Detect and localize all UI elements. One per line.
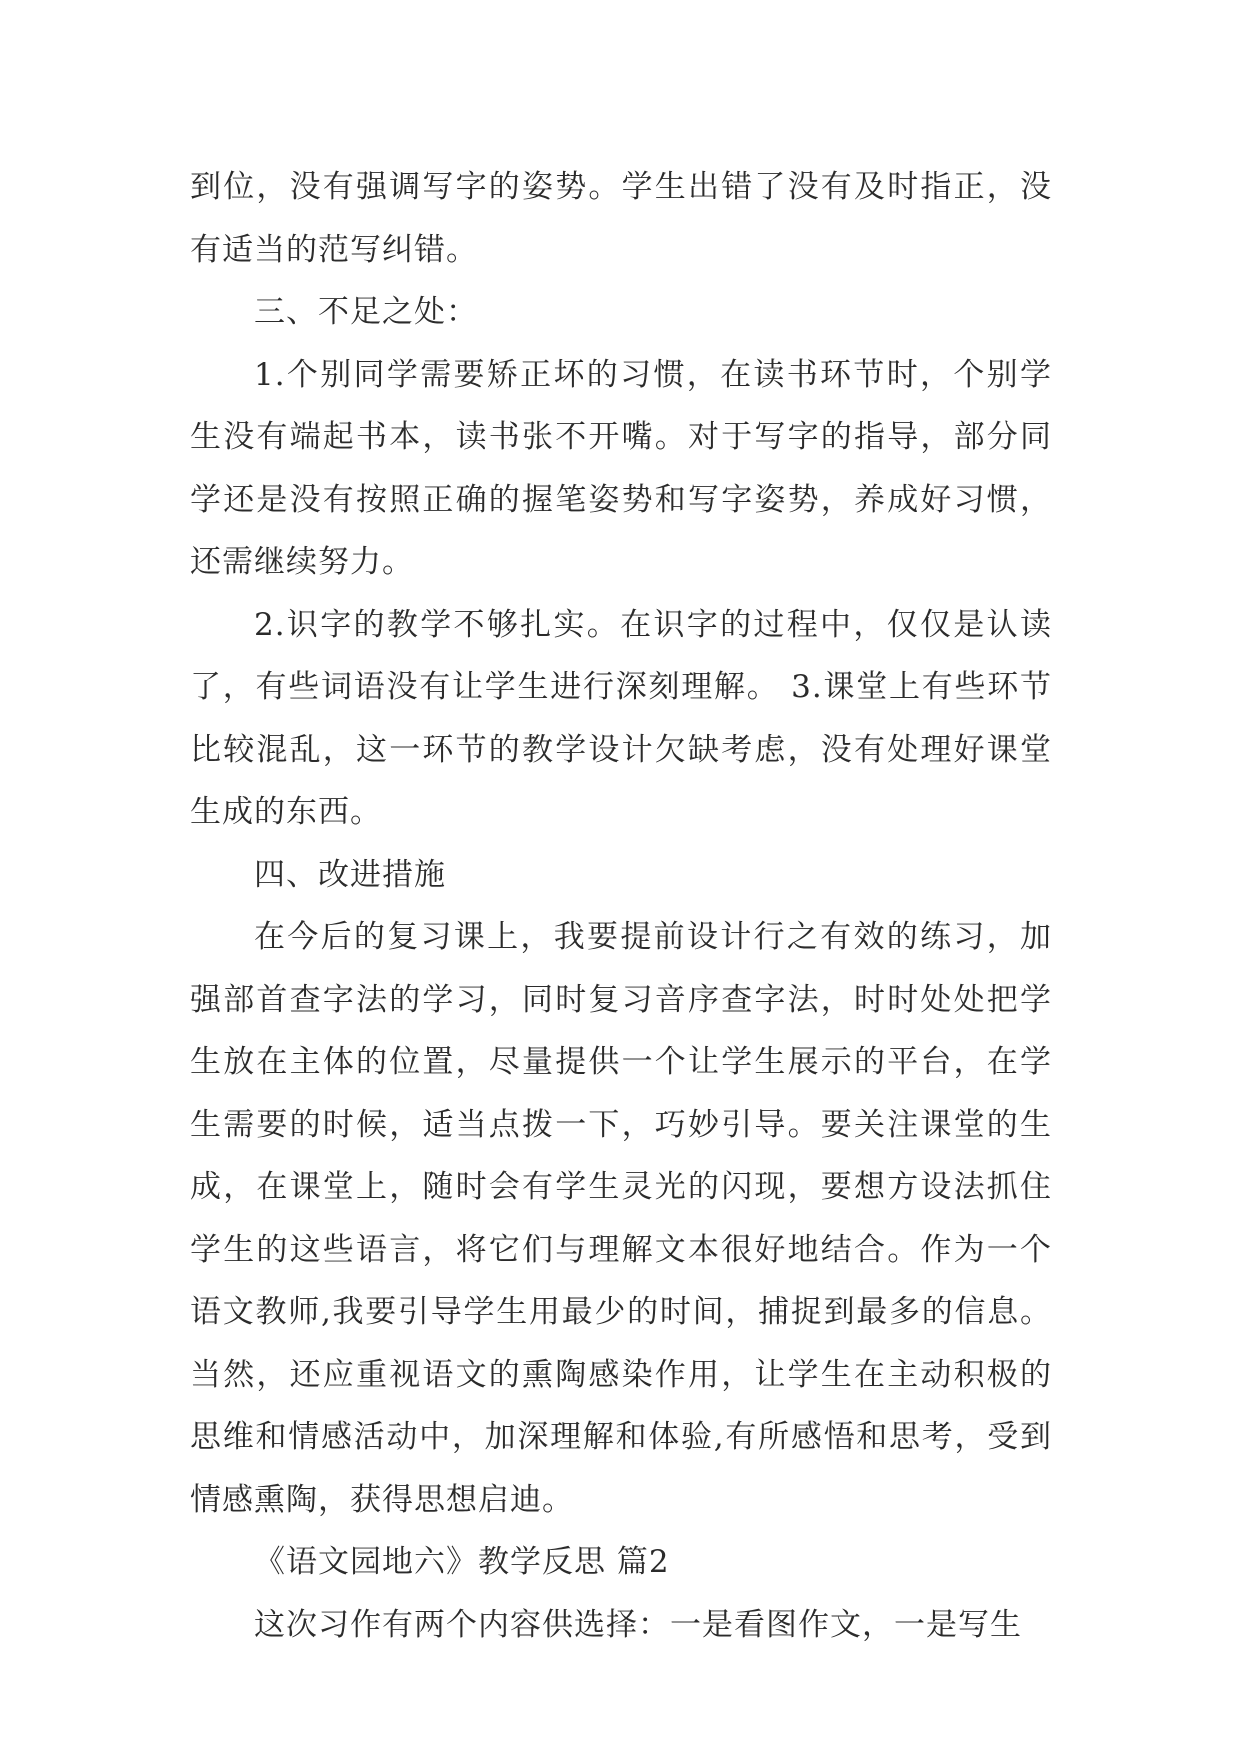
paragraph-point-1: 1.个别同学需要矫正坏的习惯，在读书环节时，个别学生没有端起书本，读书张不开嘴。对于写字的指导，部分同学还是没有按照正确的握笔姿势和写字姿势，养成好习惯，还需继续努力。: [190, 356, 1052, 580]
section-heading-improvements: 四、改进措施: [254, 856, 446, 893]
paragraph-continuation: 到位，没有强调写字的姿势。学生出错了没有及时指正，没有适当的范写纠错。: [190, 169, 1052, 268]
body-text: [190, 156, 1052, 1656]
paragraph-part-2-intro: 这次习作有两个内容供选择：一是看图作文，一是写生: [254, 1606, 1022, 1643]
paragraph-point-2-3: 2.识字的教学不够扎实。在识字的过程中，仅仅是认读了，有些词语没有让学生进行深刻理解。 3.课堂上有些环节比较混乱，这一环节的教学设计欠缺考虑，没有处理好课堂生成的东西。: [190, 606, 1052, 830]
paragraph-improvements: 在今后的复习课上，我要提前设计行之有效的练习，加强部首查字法的学习，同时复习音序查字法，时时处处把学生放在主体的位置，尽量提供一个让学生展示的平台，在学生需要的时候，适当点拨一下，巧妙引导。要关注课堂的生成，在课堂上，随时会有学生灵光的闪现，要想方设法抓住学生的这些语言，将它们与理解文本很好地结合。作为一个语文教师,我要引导学生用最少的时间，捕捉到最多的信息。当然，还应重视语文的熏陶感染作用，让学生在主动积极的思维和情感活动中，加深理解和体验,有所感悟和思考，受到情感熏陶，获得思想启迪。: [190, 919, 1052, 1518]
section-heading-shortcomings: 三、不足之处：: [254, 294, 478, 330]
article-title-part-2: 《语文园地六》教学反思 篇2: [254, 1544, 670, 1580]
